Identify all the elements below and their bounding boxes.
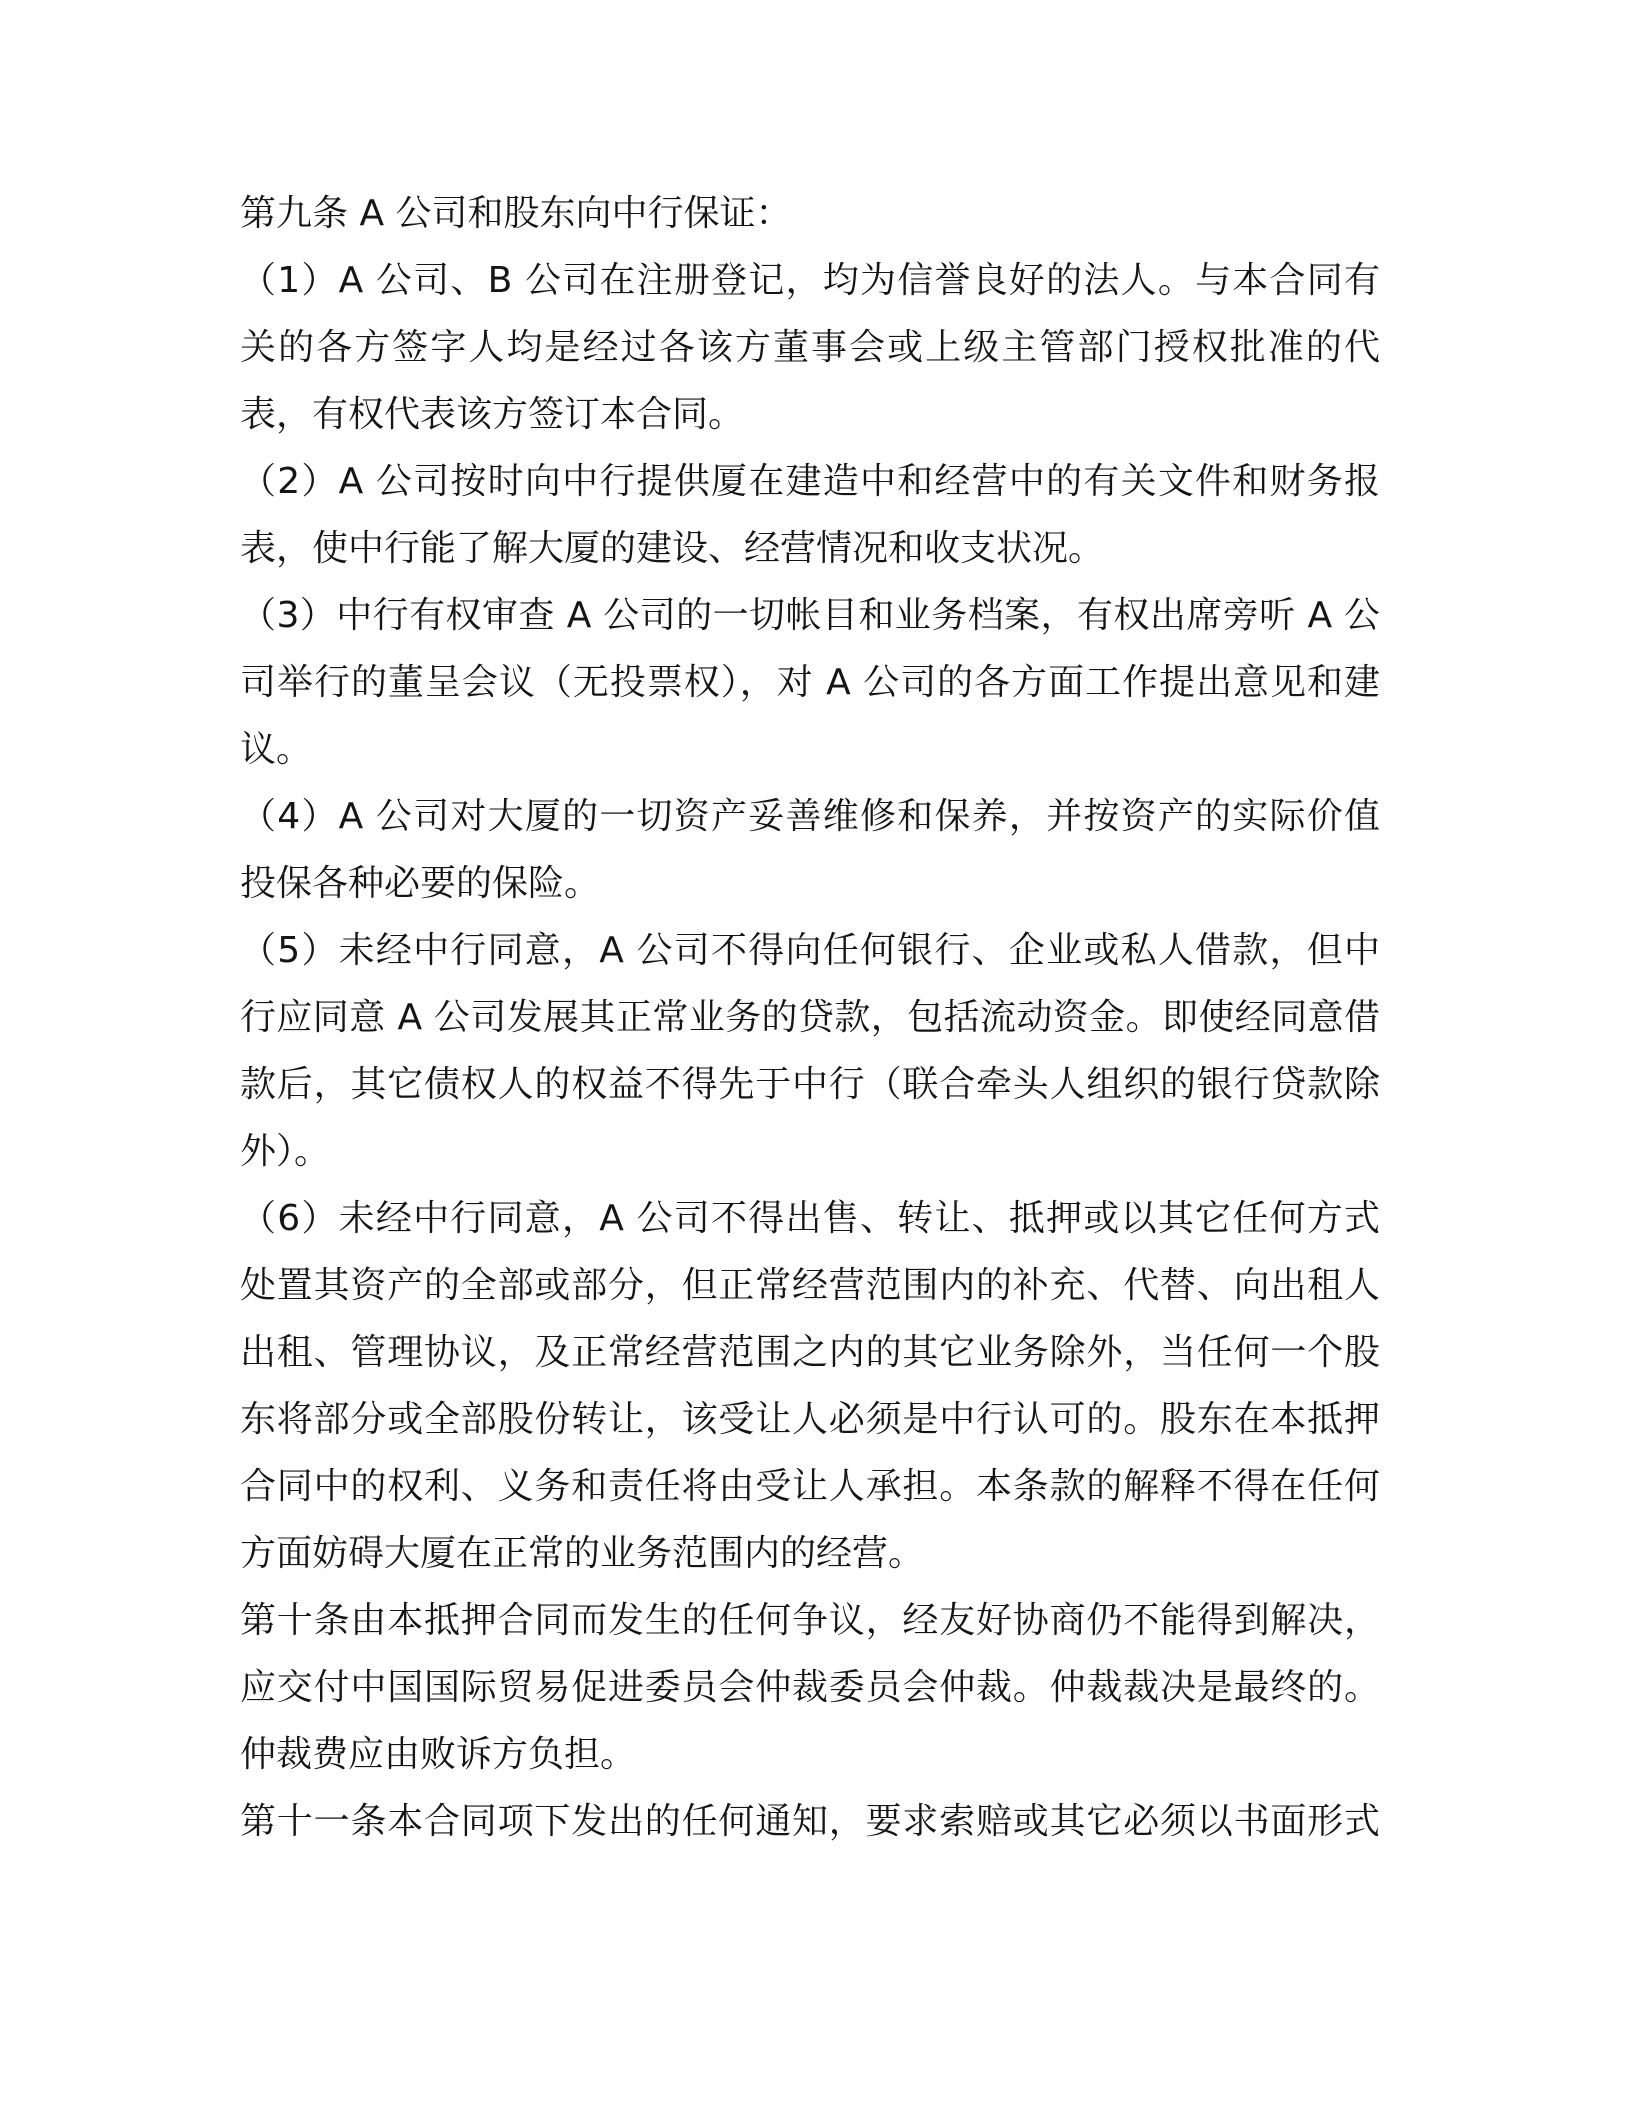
text-line: 第九条 A 公司和股东向中行保证： bbox=[240, 193, 792, 234]
text-line: 款后，其它债权人的权益不得先于中行（联合牵头人组织的银行贷款除 bbox=[240, 1064, 1380, 1105]
article-11 bbox=[240, 1788, 1380, 1855]
text-line: 议。 bbox=[240, 729, 313, 770]
text-line: 司举行的董呈会议（无投票权），对 A 公司的各方面工作提出意见和建 bbox=[240, 662, 1380, 703]
clause-4 bbox=[240, 783, 1380, 917]
text-line: 仲裁费应由败诉方负担。 bbox=[240, 1734, 637, 1775]
text-line: （2）A 公司按时向中行提供厦在建造中和经营中的有关文件和财务报 bbox=[240, 461, 1380, 502]
text-line: 外）。 bbox=[240, 1131, 331, 1172]
article-9-heading bbox=[240, 180, 1380, 247]
text-line: （6）未经中行同意，A 公司不得出售、转让、抵押或以其它任何方式 bbox=[240, 1198, 1380, 1239]
clause-1 bbox=[240, 247, 1380, 448]
text-line: 东将部分或全部股份转让，该受让人必须是中行认可的。股东在本抵押 bbox=[240, 1399, 1380, 1440]
clause-2 bbox=[240, 448, 1380, 582]
text-line: 处置其资产的全部或部分，但正常经营范围内的补充、代替、向出租人 bbox=[240, 1265, 1380, 1306]
text-line: 合同中的权利、义务和责任将由受让人承担。本条款的解释不得在任何 bbox=[240, 1466, 1380, 1507]
text-line: 第十一条本合同项下发出的任何通知，要求索赔或其它必须以书面形式 bbox=[240, 1801, 1380, 1842]
text-line: （5）未经中行同意，A 公司不得向任何银行、企业或私人借款，但中 bbox=[240, 930, 1380, 971]
text-line: 出租、管理协议，及正常经营范围之内的其它业务除外，当任何一个股 bbox=[240, 1332, 1380, 1373]
text-line: 投保各种必要的保险。 bbox=[240, 863, 601, 904]
article-10 bbox=[240, 1587, 1380, 1788]
clause-3 bbox=[240, 582, 1380, 783]
clause-6 bbox=[240, 1185, 1380, 1587]
text-line: （3）中行有权审查 A 公司的一切帐目和业务档案，有权出席旁听 A 公 bbox=[240, 595, 1380, 636]
text-line: 方面妨碍大厦在正常的业务范围内的经营。 bbox=[240, 1533, 925, 1574]
text-line: 表，使中行能了解大厦的建设、经营情况和收支状况。 bbox=[240, 528, 1105, 569]
clause-5 bbox=[240, 917, 1380, 1185]
text-line: 关的各方签字人均是经过各该方董事会或上级主管部门授权批准的代 bbox=[240, 327, 1380, 368]
text-line: 应交付中国国际贸易促进委员会仲裁委员会仲裁。仲裁裁决是最终的。 bbox=[240, 1667, 1380, 1708]
text-line: 行应同意 A 公司发展其正常业务的贷款，包括流动资金。即使经同意借 bbox=[240, 997, 1380, 1038]
text-line: 第十条由本抵押合同而发生的任何争议，经友好协商仍不能得到解决， bbox=[240, 1600, 1380, 1641]
document-body bbox=[240, 180, 1380, 1855]
text-line: （1）A 公司、B 公司在注册登记，均为信誉良好的法人。与本合同有 bbox=[240, 260, 1380, 301]
text-line: 表，有权代表该方签订本合同。 bbox=[240, 394, 745, 435]
text-line: （4）A 公司对大厦的一切资产妥善维修和保养，并按资产的实际价值 bbox=[240, 796, 1380, 837]
